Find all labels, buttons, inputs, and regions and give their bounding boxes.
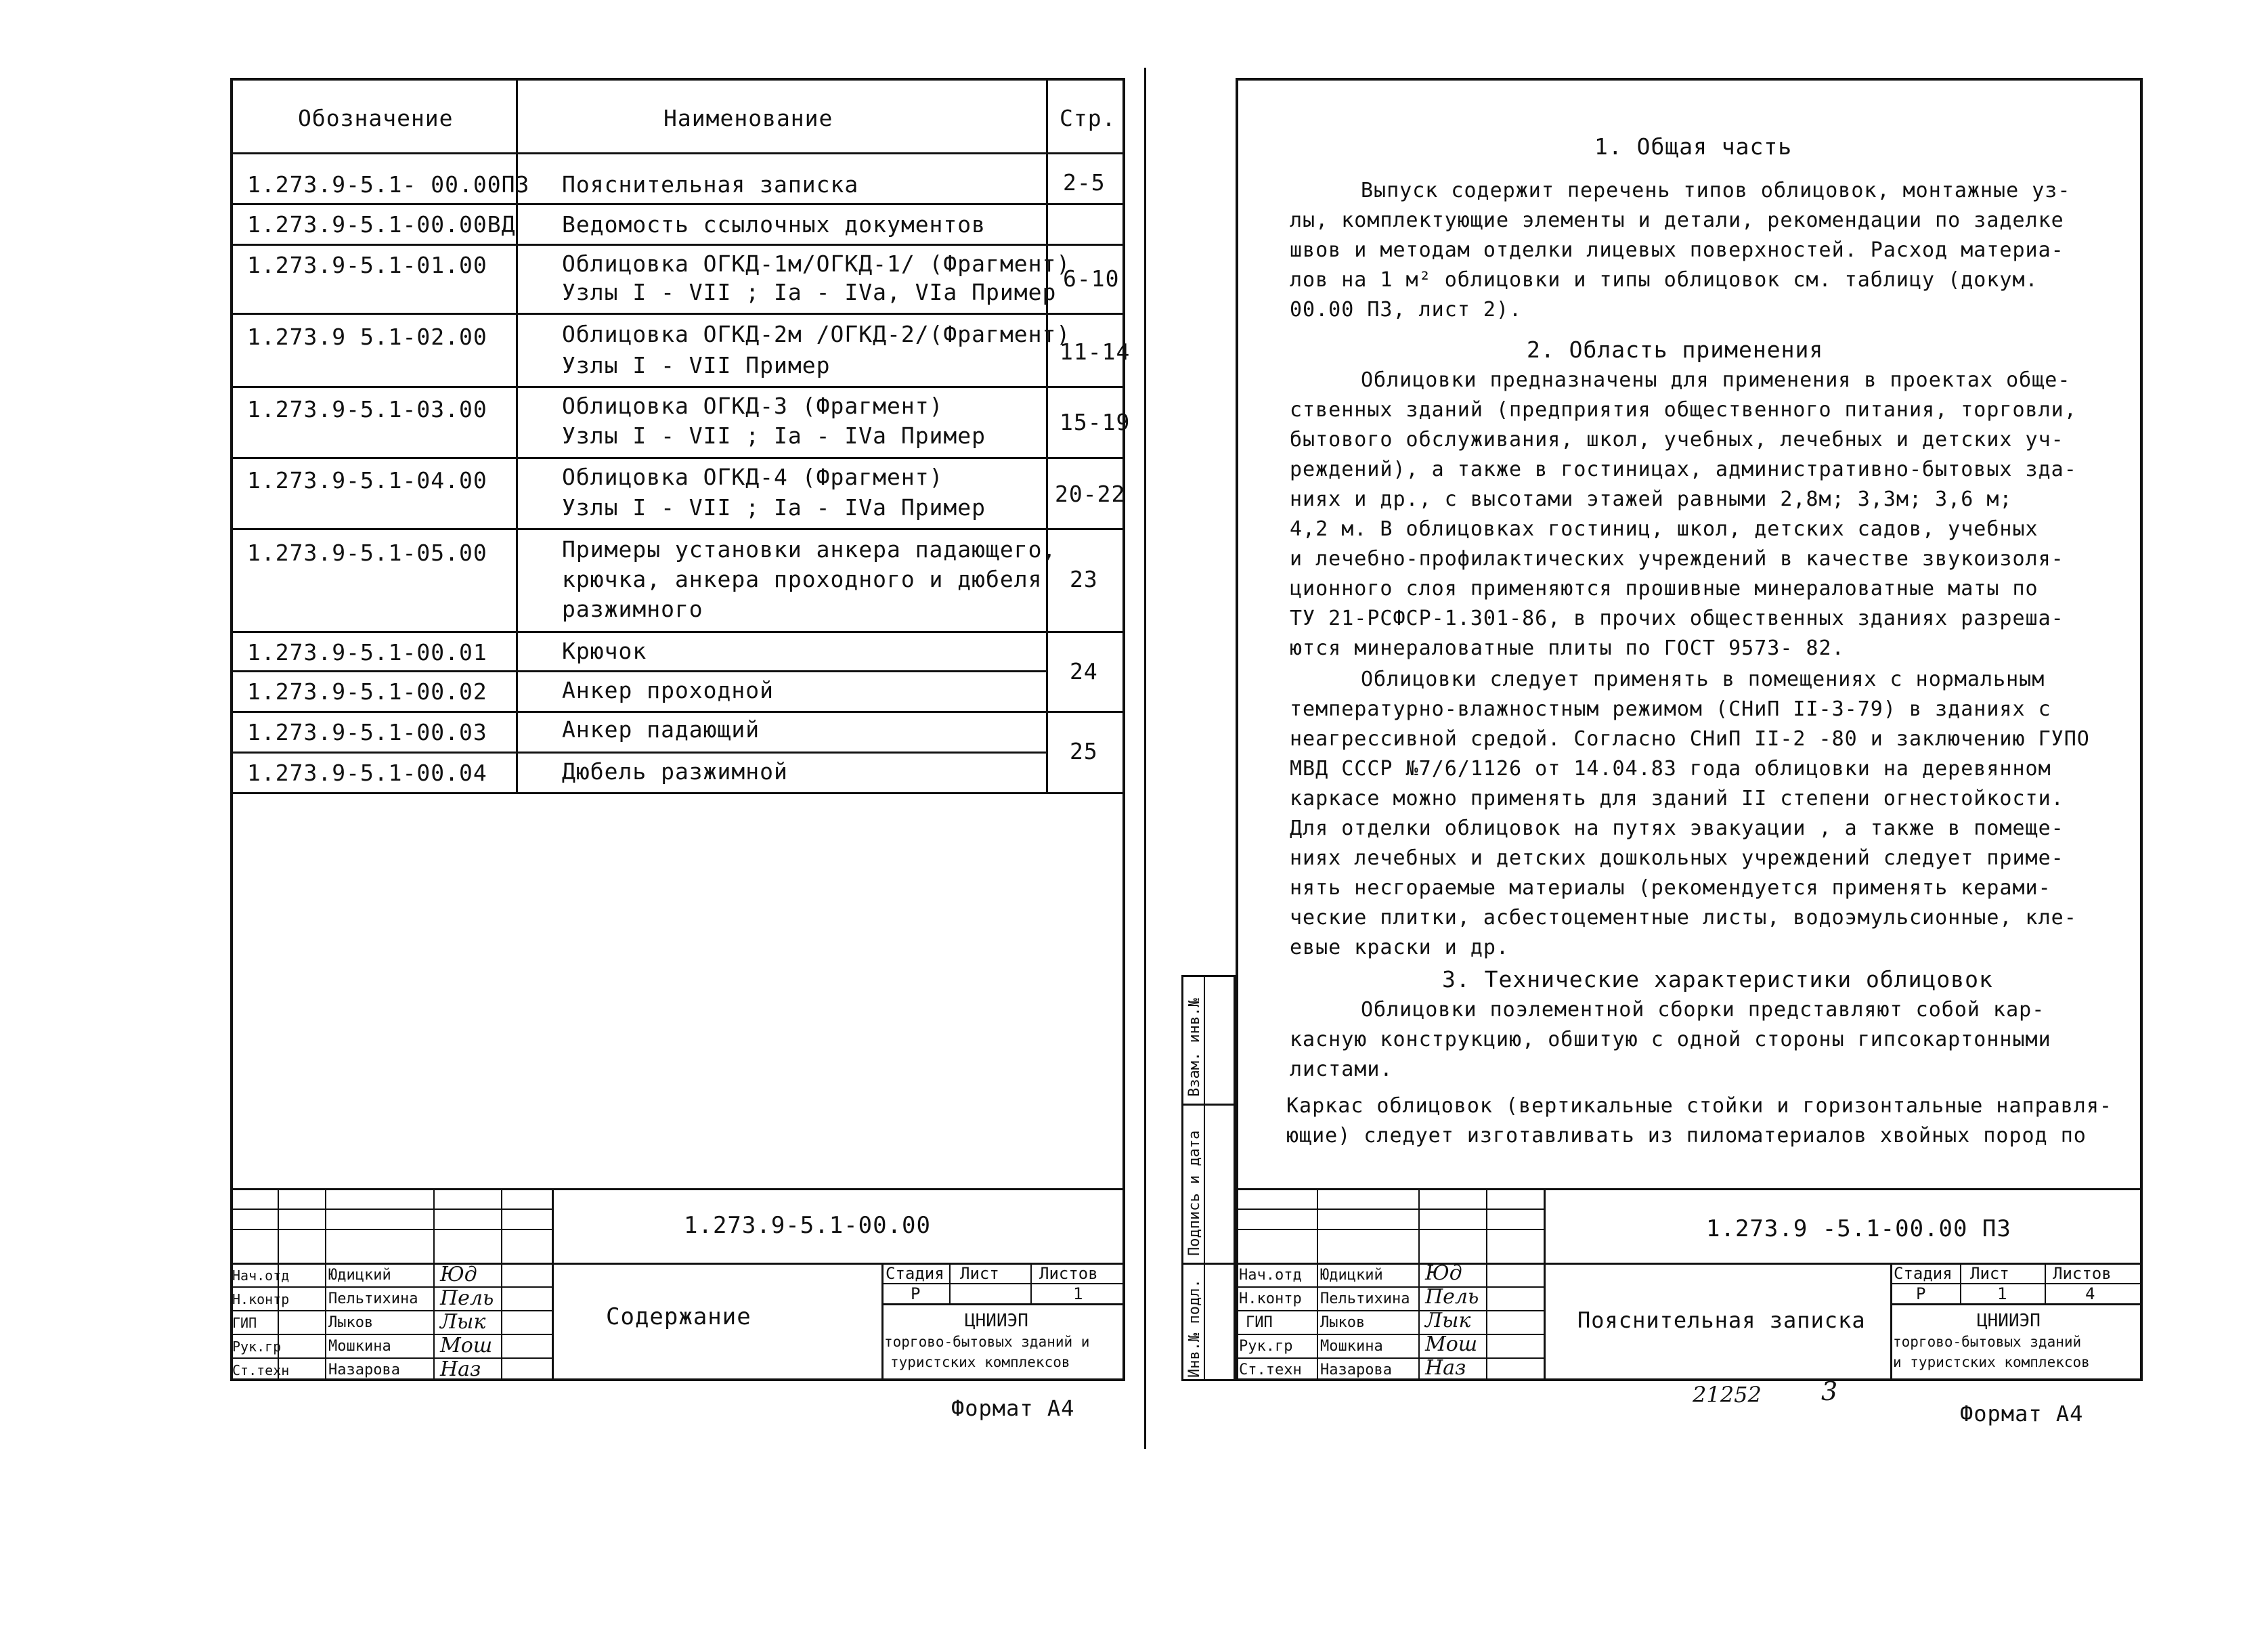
left-person-name: Лыков [328, 1314, 374, 1331]
row-name: Дюбель разжимной [562, 758, 788, 785]
signature: Лык [440, 1310, 486, 1334]
text-line: бытового обслуживания, школ, учебных, лечебных и детских уч- [1290, 428, 2064, 452]
left-stage-label: Стадия [886, 1264, 944, 1283]
right-sheet-label: Лист [1970, 1264, 2009, 1283]
row-pages: 11-14 [1060, 339, 1131, 365]
right-person-role: Ст.техн [1239, 1362, 1302, 1378]
right-person-role: Рук.гр [1239, 1338, 1293, 1355]
right-person-role: ГИП [1246, 1314, 1273, 1331]
text-line: ниях лечебных и детских дошкольных учреждений следует приме- [1290, 846, 2064, 870]
left-person-role: Н.контр [232, 1291, 290, 1307]
text-line: температурно-влажностным режимом (СНиП II-3-79) в зданиях с [1290, 697, 2051, 721]
left-org-line3: туристских комплексов [890, 1354, 1070, 1370]
row-name: Примеры установки анкера падающего, [562, 536, 1057, 563]
page-number: 3 [1821, 1376, 1838, 1406]
left-stage-value: Р [911, 1284, 921, 1303]
left-person-role: Рук.гр [232, 1338, 282, 1355]
left-org-line2: торгово-бытовых зданий и [884, 1334, 1090, 1350]
text-line: ются минераловатные плиты по ГОСТ 9573- 82. [1290, 636, 1845, 660]
page-divider [1144, 68, 1146, 1449]
row-pages: 2-5 [1063, 169, 1106, 196]
left-person-role: Ст.техн [232, 1362, 290, 1378]
right-sheet-value: 1 [1997, 1284, 2007, 1303]
left-person-name: Назарова [328, 1362, 400, 1378]
signature: Пель [440, 1286, 494, 1310]
text-line: ющие) следует изготавливать из пиломатериалов хвойных пород по [1286, 1124, 2087, 1148]
text-line: ственных зданий (предприятия общественного питания, торговли, [1290, 398, 2077, 422]
row-pages: 15-19 [1060, 409, 1131, 435]
text-line: Облицовки следует применять в помещениях с нормальным [1361, 668, 2045, 691]
row-designation: 1.273.9 5.1-02.00 [247, 324, 487, 350]
row-designation: 1.273.9-5.1-00.04 [247, 760, 487, 786]
right-org-line1: ЦНИИЭП [1977, 1311, 2041, 1331]
row-name: Анкер проходной [562, 677, 775, 703]
text-line: ниях и др., с высотами этажей равными 2,8м; 3,3м; 3,6 м; [1290, 487, 2013, 511]
signature: Мош [1425, 1332, 1478, 1356]
right-org-line3: и туристских комплексов [1893, 1354, 2090, 1370]
text-line: реждений), а также в гостиницах, административно-бытовых зда- [1290, 458, 2077, 481]
row-pages: 23 [1070, 566, 1098, 592]
side-label-inv-original: Инв.№ подл. [1186, 1279, 1203, 1378]
left-org-line1: ЦНИИЭП [965, 1311, 1028, 1331]
text-line: евые краски и др. [1290, 936, 1510, 959]
text-line: швов и методам отделки лицевых поверхностей. Расход материа- [1290, 238, 2064, 262]
right-person-name: Назарова [1320, 1362, 1392, 1378]
right-person-name: Юдицкий [1320, 1267, 1383, 1284]
text-line: Для отделки облицовок на путях эвакуации , а также в помеще- [1290, 816, 2064, 840]
row-pages: 6-10 [1063, 265, 1120, 292]
text-line: каркасе можно применять для зданий II степени огнестойкости. [1290, 787, 2064, 810]
row-name: Пояснительная записка [562, 171, 859, 198]
left-sheet-label: Лист [960, 1264, 999, 1283]
right-person-role: Нач.отд [1239, 1267, 1302, 1284]
row-name: Облицовка ОГКД-3 (Фрагмент) [562, 393, 944, 419]
row-pages: 24 [1070, 658, 1098, 684]
section1-title: 1. Общая часть [1594, 133, 1793, 160]
left-person-role: Нач.отд [232, 1267, 290, 1284]
signature: Юд [440, 1263, 477, 1286]
text-line: ционного слоя применяются прошивные минераловатные маты по [1290, 577, 2038, 601]
left-doc-title: Содержание [606, 1303, 751, 1330]
text-line: ТУ 21-РСФСР-1.301-86, в прочих общественных зданиях разреша- [1290, 607, 2064, 630]
header-page: Стр. [1060, 105, 1116, 131]
row-name: Узлы I - VII ; Iа - IVа Пример [562, 494, 986, 521]
left-sheets-label: Листов [1039, 1264, 1098, 1283]
row-name: разжимного [562, 596, 703, 622]
section3-title: 3. Технические характеристики облицовок [1442, 966, 1993, 993]
right-org-line2: торгово-бытовых зданий [1893, 1334, 2082, 1350]
row-designation: 1.273.9-5.1-00.00ВД [247, 211, 516, 238]
signature: Пель [1425, 1285, 1479, 1309]
section2-title: 2. Область применения [1527, 336, 1824, 363]
row-name: Крючок [562, 638, 647, 664]
signature: Наз [1425, 1356, 1466, 1380]
text-line: 4,2 м. В облицовках гостиниц, школ, детских садов, учебных [1290, 517, 2038, 541]
signature: Юд [1425, 1261, 1462, 1285]
text-line: МВД СССР №7/6/1126 от 14.04.83 года облицовки на деревянном [1290, 757, 2051, 781]
row-designation: 1.273.9-5.1-00.03 [247, 719, 487, 745]
right-sheets-value: 4 [2085, 1284, 2095, 1303]
left-person-name: Пельтихина [328, 1290, 418, 1307]
text-line: 00.00 П3, лист 2). [1290, 298, 1523, 322]
text-line: лы, комплектующие элементы и детали, рекомендации по заделке [1290, 209, 2064, 232]
row-name: Узлы I - VII Пример [562, 352, 831, 378]
right-format-label: Формат А4 [1960, 1401, 2084, 1427]
row-designation: 1.273.9-5.1-00.02 [247, 678, 487, 705]
header-designation: Обозначение [298, 105, 454, 131]
right-stage-label: Стадия [1894, 1264, 1953, 1283]
row-designation: 1.273.9-5.1-04.00 [247, 467, 487, 494]
row-name: Узлы I - VII ; Iа - IVа, VIа Пример [562, 279, 1057, 305]
signature: Лык [1425, 1309, 1471, 1332]
row-name: Облицовка ОГКД-1м/ОГКД-1/ (Фрагмент) [562, 251, 1071, 277]
right-person-name: Пельтихина [1320, 1290, 1410, 1307]
row-designation: 1.273.9-5.1-03.00 [247, 396, 487, 422]
row-name: Облицовка ОГКД-2м /ОГКД-2/(Фрагмент) [562, 321, 1071, 347]
left-person-name: Юдицкий [328, 1267, 391, 1284]
text-line: и лечебно-профилактических учреждений в качестве звукоизоля- [1290, 547, 2064, 571]
text-line: нять несгораемые материалы (рекомендуется применять керами- [1290, 876, 2051, 900]
right-person-name: Лыков [1320, 1314, 1366, 1331]
header-name: Наименование [663, 105, 833, 131]
right-doc-code: 1.273.9 -5.1-00.00 П3 [1706, 1215, 2011, 1242]
row-name: крючка, анкера проходного и дюбеля [562, 566, 1043, 592]
row-designation: 1.273.9-5.1- 00.00П3 [247, 171, 530, 198]
row-name: Узлы I - VII ; Iа - IVа Пример [562, 422, 986, 449]
row-name: Облицовка ОГКД-4 (Фрагмент) [562, 464, 944, 490]
text-line: лов на 1 м² облицовки и типы облицовок см. таблицу (докум. [1290, 268, 2038, 292]
side-label-replaced-inv: Взам. инв.№ [1186, 998, 1203, 1097]
left-person-name: Мошкина [328, 1338, 391, 1355]
row-name: Ведомость ссылочных документов [562, 211, 986, 238]
text-line: Облицовки поэлементной сборки представляют собой кар- [1361, 998, 2045, 1022]
row-pages: 20-22 [1055, 481, 1126, 507]
row-designation: 1.273.9-5.1-05.00 [247, 540, 487, 566]
signature: Наз [440, 1357, 481, 1381]
archive-number: 21252 [1693, 1382, 1762, 1408]
text-line: неагрессивной средой. Согласно СНиП II-2 -80 и заключению ГУПО [1290, 727, 2090, 751]
right-person-name: Мошкина [1320, 1338, 1383, 1355]
left-doc-code: 1.273.9-5.1-00.00 [684, 1212, 931, 1239]
text-line: ческие плитки, асбестоцементные листы, водоэмульсионные, кле- [1290, 906, 2077, 930]
left-person-role: ГИП [232, 1315, 257, 1331]
text-line: Каркас облицовок (вертикальные стойки и горизонтальные направля- [1286, 1094, 2112, 1118]
row-pages: 25 [1070, 738, 1098, 764]
left-sheets-value: 1 [1073, 1284, 1083, 1303]
right-sheets-label: Листов [2053, 1264, 2112, 1283]
row-name: Анкер падающий [562, 716, 760, 743]
row-designation: 1.273.9-5.1-01.00 [247, 252, 487, 278]
right-stage-value: Р [1916, 1284, 1926, 1303]
right-person-role: Н.контр [1239, 1290, 1302, 1307]
side-label-signature-date: Подпись и дата [1186, 1130, 1203, 1256]
text-line: касную конструкцию, обшитую с одной стороны гипсокартонными [1290, 1028, 2051, 1051]
text-line: Облицовки предназначены для применения в проектах обще- [1361, 368, 2071, 392]
left-format-label: Формат А4 [951, 1395, 1075, 1421]
signature: Мош [440, 1334, 493, 1357]
text-line: листами. [1290, 1058, 1393, 1081]
text-line: Выпуск содержит перечень типов облицовок, монтажные уз- [1361, 179, 2071, 202]
right-doc-title: Пояснительная записка [1577, 1307, 1866, 1333]
row-designation: 1.273.9-5.1-00.01 [247, 639, 487, 666]
